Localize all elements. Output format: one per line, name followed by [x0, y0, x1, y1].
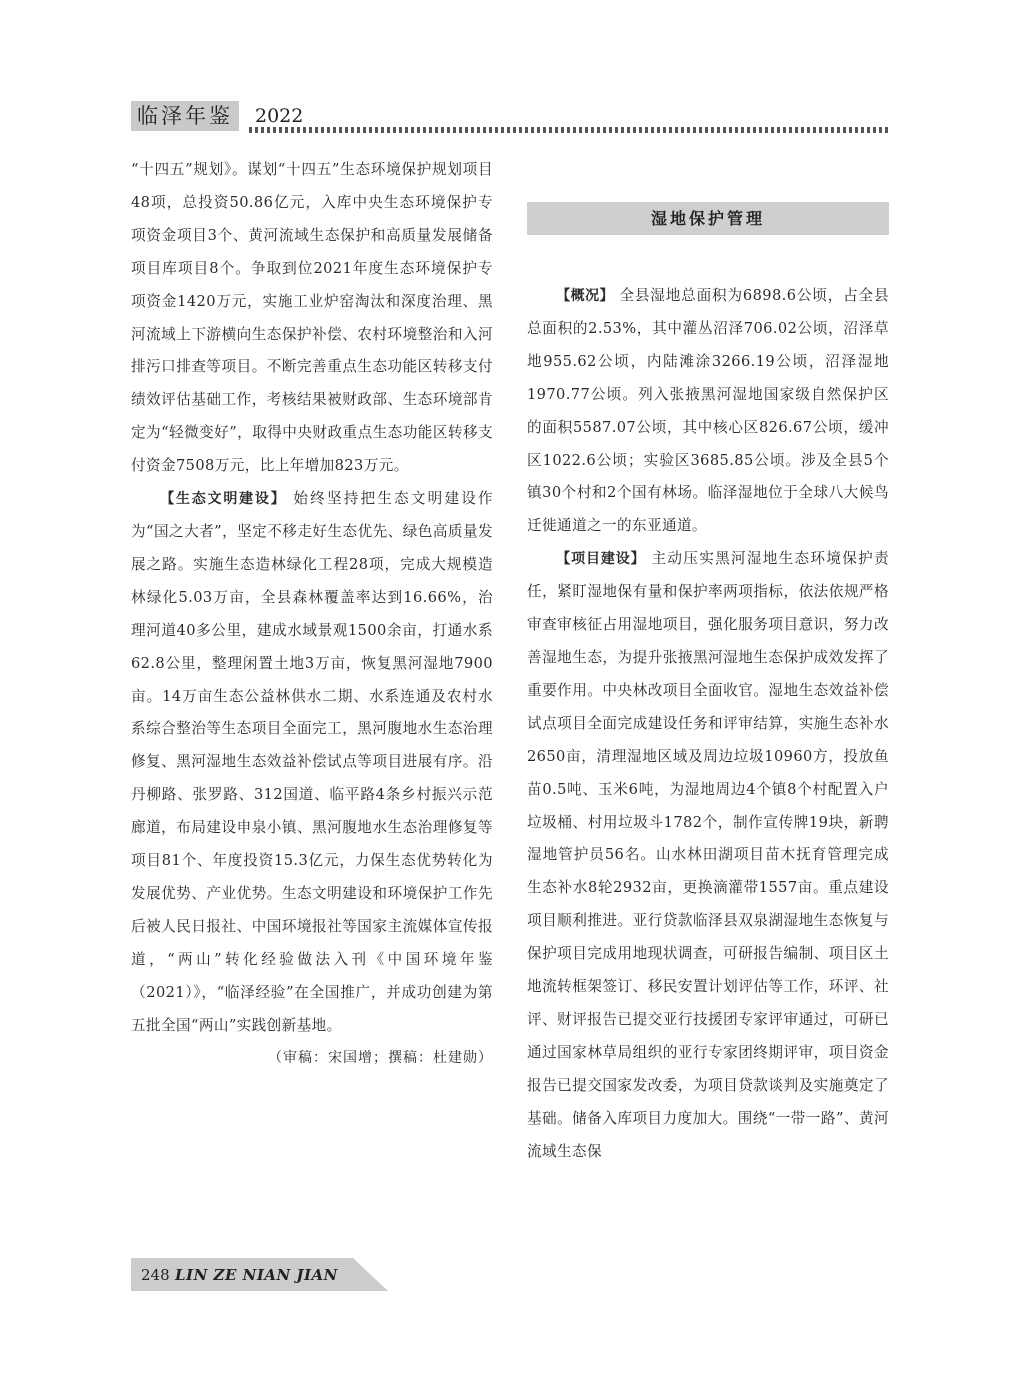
footer-title: LIN ZE NIAN JIAN: [175, 1266, 338, 1284]
right-column: [527, 280, 889, 1168]
left-paragraph-2: [131, 483, 493, 1042]
book-title: 临泽年鉴: [131, 101, 239, 131]
book-year: 2022: [255, 105, 304, 127]
right-paragraph-2-text: 主动压实黑河湿地生态环境保护责任，紧盯湿地保有量和保护率两项指标，依法依规严格审查审核征占用湿地项目，强化服务项目意识，努力改善湿地生态，为提升张掖黑河湿地生态保护成效发挥了重要作用。中央林改项目全面收官。湿地生态效益补偿试点项目全面完成建设任务和评审结算，实施生态补水2650亩，清理湿地区域及周边垃圾10960方，投放鱼苗0.5吨、玉米6吨，为湿地周边4个镇8个村配置入户垃圾桶、村用垃圾斗1782个，制作宣传牌19块，新聘湿地管护员56名。山水林田湖项目苗木抚育管理完成生态补水8轮2932亩，更换滴灌带1557亩。重点建设项目顺利推进。亚行贷款临泽县双泉湖湿地生态恢复与保护项目完成用地现状调查，可研报告编制、项目区土地流转框架签订、移民安置计划评估等工作，环评、社评、财评报告已提交亚行技援团专家评审通过，可研已通过国家林草局组织的亚行专家团终期评审，项目资金报告已提交国家发改委，为项目贷款谈判及实施奠定了基础。储备入库项目力度加大。围绕“一带一路”、黄河流域生态保: [527, 550, 889, 1160]
left-paragraph-1: “十四五”规划》。谋划“十四五”生态环境保护规划项目48项，总投资50.86亿元，入库中央生态环境保护专项资金项目3个、黄河流域生态保护和高质量发展储备项目库项目8个。争取到位2021年度生态环境保护专项资金1420万元，实施工业炉窑淘汰和深度治理、黑河流域上下游横向生态保护补偿、农村环境整治和入河排污口排查等项目。不断完善重点生态功能区转移支付绩效评估基础工作，考核结果被财政部、生态环境部肯定为“轻微变好”，取得中央财政重点生态功能区转移支付资金7508万元，比上年增加823万元。: [131, 161, 493, 475]
keyword-ecological-civilization: 【生态文明建设】: [160, 491, 287, 508]
credits-line: （审稿：宋国增；撰稿：杜建勋）: [268, 1050, 493, 1067]
keyword-project-construction: 【项目建设】: [556, 551, 646, 568]
right-column-wrap: [527, 280, 889, 1168]
left-column: [131, 154, 493, 1075]
right-paragraph-1-text: 全县湿地总面积为6898.6公顷，占全县总面积的2.53%，其中灌丛沼泽706.02公顷，沼泽草地955.62公顷，内陆滩涂3266.19公顷，沼泽湿地1970.77公顷。列入张掖黑河湿地国家级自然保护区的面积5587.07公顷，其中核心区826.67公顷，缓冲区1022.6公顷；实验区3685.85公顷。涉及全县5个镇30个村和2个国有林场。临泽湿地位于全球八大候鸟迁徙通道之一的东亚通道。: [527, 287, 889, 535]
right-paragraph-2: [527, 543, 889, 1168]
left-paragraph-2-text: 始终坚持把生态文明建设作为“国之大者”，坚定不移走好生态优先、绿色高质量发展之路。实施生态造林绿化工程28项，完成大规模造林绿化5.03万亩，全县森林覆盖率达到16.66%，治理河道40多公里，建成水域景观1500余亩，打通水系62.8公里，整理闲置土地3万亩，恢复黑河湿地7900亩。14万亩生态公益林供水二期、水系连通及农村水系综合整治等生态项目全面完工，黑河腹地水生态治理修复、黑河湿地生态效益补偿试点等项目进展有序。沿丹柳路、张罗路、312国道、临平路4条乡村振兴示范廊道，布局建设申泉小镇、黑河腹地水生态治理修复等项目81个、年度投资15.3亿元，力保生态优势转化为发展优势、产业优势。生态文明建设和环境保护工作先后被人民日报社、中国环境报社等国家主流媒体宣传报道，“两山”转化经验做法入刊《中国环境年鉴（2021）》，“临泽经验”在全国推广，并成功创建为第五批全国“两山”实践创新基地。: [131, 490, 494, 1034]
page-header: [131, 101, 888, 135]
header-rule: [249, 127, 888, 133]
page-number: 248: [141, 1266, 170, 1284]
section-title: 湿地保护管理: [527, 202, 889, 235]
page-footer: [131, 1258, 388, 1291]
keyword-overview: 【概况】: [556, 288, 614, 304]
right-paragraph-1: [527, 280, 889, 543]
